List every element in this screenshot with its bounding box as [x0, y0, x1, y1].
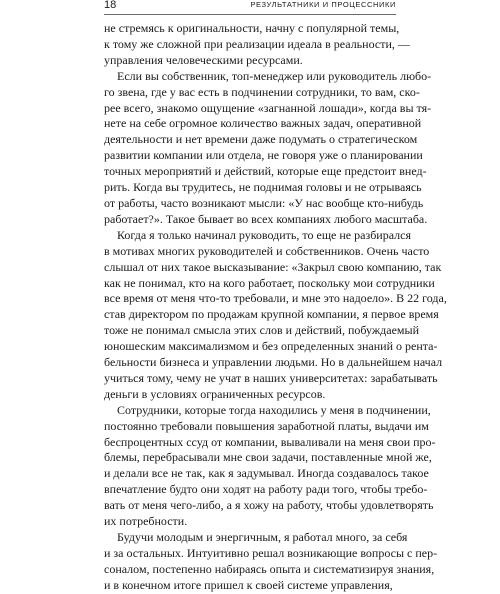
- text-line: их потребности.: [104, 514, 188, 529]
- paragraph: [104, 227, 447, 403]
- text-line: в мотивах многих руководителей и собственников. Очень часто: [104, 243, 430, 258]
- text-line: управления человеческими ресурсами.: [104, 52, 303, 67]
- text-line: рее всего, знакомо ощущение «загнанной лошади», когда вы тя-: [104, 100, 432, 115]
- page-header: [104, 0, 396, 15]
- text-line: развитии компании или отдела, не говоря уже о планировании: [104, 148, 423, 163]
- text-line: Когда я только начинал руководить, то еще не разбирался: [117, 227, 411, 242]
- text-line: впечатление будто они ходят на работу ради того, чтобы требо-: [104, 482, 428, 497]
- text-line: беспроцентных ссуд от компании, вываливали на меня свои про-: [104, 434, 436, 449]
- text-line: слышал от них такое высказывание: «Закрыл свою компанию, так: [104, 259, 442, 274]
- text-line: вать от меня чего-либо, а я хожу на работу, чтобы удовлетворять: [104, 498, 434, 513]
- paragraph: [104, 530, 438, 594]
- text-line: и за остальных. Интуитивно решал возникающие вопросы с пер-: [104, 545, 438, 560]
- text-line: и в конечном итоге пришел к своей системе управления,: [104, 577, 393, 592]
- text-line: Будучи молодым и энергичным, я работал много, за себя: [117, 530, 408, 544]
- text-line: как не понимал, кто на кого работает, поскольку мои сотрудники: [104, 275, 435, 290]
- text-line: не стремясь к оригинальности, начну с популярной темы,: [104, 21, 400, 35]
- text-line: все время от меня что-то требовали, и мне это надоело». В 22 года,: [104, 291, 447, 306]
- text-line: став директором по продажам крупной компании, я первое время: [104, 307, 439, 322]
- running-title: РЕЗУЛЬТАТНИКИ И ПРОЦЕССНИКИ: [250, 0, 396, 9]
- text-line: блемы, перебрасывали мне свои задачи, поставленные мной же,: [104, 450, 432, 465]
- body-text: [104, 21, 447, 594]
- text-line: юношеским максимализмом и без определенных знаний о рента-: [104, 339, 438, 354]
- text-line: тоже не понимал смысла этих слов и действий, побуждаемый: [104, 323, 420, 338]
- text-line: и делали все не так, как я задумывал. Иногда создавалось такое: [104, 466, 429, 481]
- text-line: Если вы собственник, топ-менеджер или руководитель любо-: [117, 68, 432, 83]
- text-line: соналом, постепенно набираясь опыта и систематизируя знания,: [104, 561, 435, 576]
- page-number: 18: [104, 0, 117, 11]
- text-line: от работы, часто возникают мысли: «У нас вообще кто-нибудь: [104, 195, 424, 210]
- text-line: постоянно требовали повышения заработной платы, выдачи им: [104, 418, 429, 433]
- text-line: Сотрудники, которые тогда находились у меня в подчинении,: [117, 402, 431, 417]
- text-line: работает?». Такое бывает во всех компаниях любого масштаба.: [104, 211, 428, 226]
- text-line: учиться тому, чему не учат в наших университетах: зарабатывать: [104, 370, 438, 385]
- text-line: деятельности и нет времени даже подумать о стратегическом: [104, 132, 418, 147]
- text-line: го звена, где у вас есть в подчинении сотрудники, то вам, ско-: [104, 84, 420, 99]
- text-line: к тому же сложной при реализации идеала в реальности, —: [104, 36, 410, 51]
- paragraph: [104, 68, 432, 228]
- text-line: рить. Когда вы трудитесь, не поднимая головы и не отрываясь: [104, 180, 422, 195]
- text-line: нете на себе огромное количество важных задач, оперативной: [104, 116, 422, 131]
- text-line: деньги в условиях ограниченных ресурсов.: [104, 386, 326, 401]
- paragraph: [104, 21, 410, 69]
- paragraph: [104, 402, 436, 530]
- text-line: бельности бизнеса и управлении людьми. Но в дальнейшем начал: [104, 355, 443, 370]
- text-line: точных мероприятий и действий, которые еще предстоит внед-: [104, 164, 427, 179]
